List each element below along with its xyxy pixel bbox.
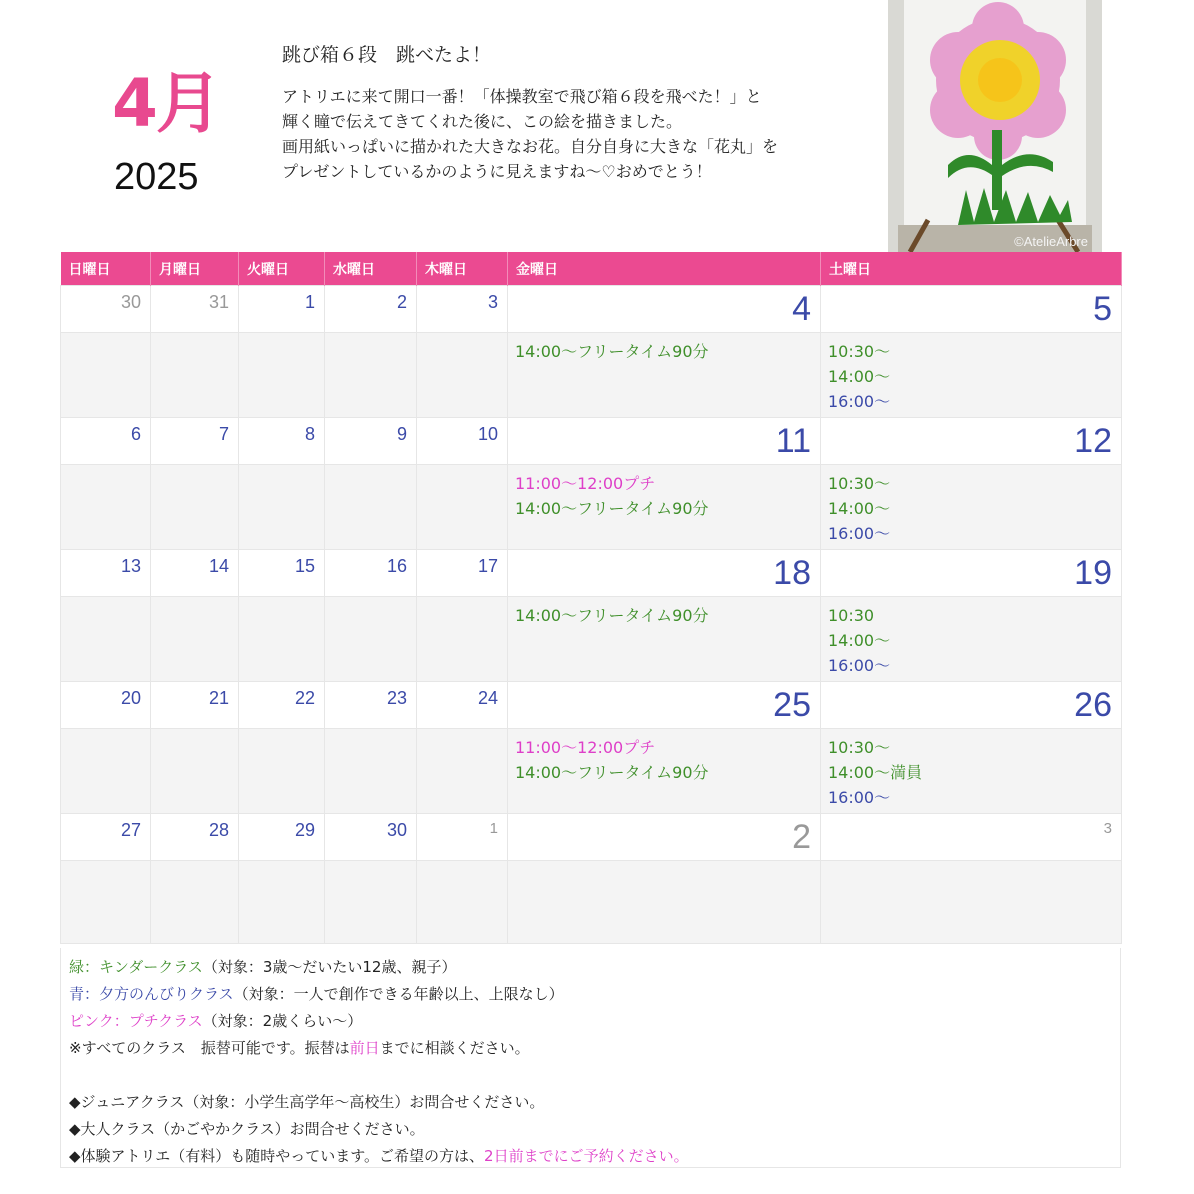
day-number-tue: 15 [239, 550, 325, 597]
junior-class-note: ◆ジュニアクラス（対象：小学生高学年〜高校生）お問合せください。 [69, 1093, 545, 1111]
day-number-thu: 1 [417, 814, 508, 861]
weekday-sun: 日曜日 [61, 252, 151, 286]
event-cell-sat [821, 729, 1122, 814]
legend-transfer-note [69, 1035, 1112, 1062]
weekday-fri: 金曜日 [508, 252, 821, 286]
class-session: 14:00〜フリータイム90分 [515, 342, 709, 361]
day-number-fri: 2 [508, 814, 821, 861]
day-number-tue: 1 [239, 286, 325, 333]
day-number-wed: 16 [325, 550, 417, 597]
day-number-sun: 30 [61, 286, 151, 333]
event-cell-fri [508, 729, 821, 814]
weekday-header-row [61, 252, 1122, 286]
flower-painting-image [888, 0, 1102, 252]
event-cell-sun [61, 597, 151, 682]
day-number-thu: 24 [417, 682, 508, 729]
day-number-tue: 29 [239, 814, 325, 861]
event-cell-thu [417, 597, 508, 682]
day-number-sat: 5 [821, 286, 1122, 333]
day-number-mon: 7 [151, 418, 239, 465]
legend-blue-text: （対象：一人で創作できる年齢以上、上限なし） [233, 985, 564, 1003]
description-line: 画用紙いっぱいに描かれた大きなお花。自分自身に大きな「花丸」を [282, 137, 779, 156]
class-session: 16:00〜 [828, 392, 891, 411]
day-number-sun: 27 [61, 814, 151, 861]
weekday-sat: 土曜日 [821, 252, 1122, 286]
day-number-tue: 22 [239, 682, 325, 729]
event-cell-wed [325, 597, 417, 682]
class-session: 10:30〜 [828, 738, 891, 757]
week-event-row [61, 333, 1122, 418]
trial-text: ◆体験アトリエ（有料）も随時やっています。ご希望の方は、 [69, 1147, 485, 1165]
class-session: 11:00〜12:00プチ [515, 474, 656, 493]
day-number-sat: 12 [821, 418, 1122, 465]
event-cell-sat [821, 465, 1122, 550]
class-session: 14:00〜満員 [828, 763, 923, 782]
event-cell-sun [61, 333, 151, 418]
class-session: 10:30〜 [828, 342, 891, 361]
flower-painting-photo [888, 0, 1102, 252]
event-cell-mon [151, 333, 239, 418]
description-line: プレゼントしているかのように見えますね〜♡おめでとう！ [282, 162, 712, 181]
day-number-thu: 3 [417, 286, 508, 333]
photo-credit: ©AtelieArbre [1014, 234, 1088, 249]
legend-green-text: （対象：3歳〜だいたい12歳、親子） [202, 958, 457, 976]
day-number-sat: 19 [821, 550, 1122, 597]
event-cell-thu [417, 333, 508, 418]
day-number-fri: 25 [508, 682, 821, 729]
day-number-thu: 17 [417, 550, 508, 597]
class-session: 16:00〜 [828, 656, 891, 675]
event-cell-tue [239, 333, 325, 418]
week-date-row [61, 550, 1122, 597]
class-session: 14:00〜フリータイム90分 [515, 499, 709, 518]
day-number-sun: 20 [61, 682, 151, 729]
day-number-thu: 10 [417, 418, 508, 465]
class-session: 16:00〜 [828, 524, 891, 543]
event-cell-mon [151, 729, 239, 814]
event-cell-fri [508, 465, 821, 550]
event-cell-wed [325, 861, 417, 944]
event-cell-thu [417, 861, 508, 944]
note-text: ※すべてのクラス 振替可能です。振替は [69, 1039, 350, 1057]
event-cell-sun [61, 465, 151, 550]
class-session: 14:00〜フリータイム90分 [515, 606, 709, 625]
legend-pink-label: ピンク：プチクラス [69, 1012, 203, 1030]
legend-green-label: 緑：キンダークラス [69, 958, 203, 976]
event-cell-tue [239, 597, 325, 682]
event-cell-sat [821, 861, 1122, 944]
day-number-mon: 31 [151, 286, 239, 333]
event-cell-mon [151, 861, 239, 944]
event-cell-tue [239, 465, 325, 550]
event-cell-thu [417, 729, 508, 814]
weekday-mon: 月曜日 [151, 252, 239, 286]
week-event-row [61, 729, 1122, 814]
day-number-wed: 2 [325, 286, 417, 333]
class-session: 14:00〜フリータイム90分 [515, 763, 709, 782]
note-highlight: 前日 [349, 1039, 380, 1057]
day-number-sat: 3 [821, 814, 1122, 861]
event-cell-mon [151, 465, 239, 550]
day-number-wed: 30 [325, 814, 417, 861]
legend-blue-label: 青：夕方のんびりクラス [69, 985, 234, 1003]
event-cell-fri [508, 333, 821, 418]
day-number-mon: 28 [151, 814, 239, 861]
class-session: 10:30〜 [828, 474, 891, 493]
trial-note [69, 1143, 1112, 1170]
class-legend [60, 948, 1121, 1168]
day-number-mon: 21 [151, 682, 239, 729]
year-heading: 2025 [114, 156, 199, 198]
legend-green [69, 954, 1112, 981]
class-session: 14:00〜 [828, 367, 891, 386]
event-cell-tue [239, 861, 325, 944]
day-number-sun: 6 [61, 418, 151, 465]
class-session: 10:30 [828, 606, 875, 625]
event-cell-sun [61, 729, 151, 814]
legend-pink [69, 1008, 1112, 1035]
event-cell-mon [151, 597, 239, 682]
adult-class-note: ◆大人クラス（かごやかクラス）お問合せください。 [69, 1120, 425, 1138]
event-cell-wed [325, 465, 417, 550]
event-cell-thu [417, 465, 508, 550]
day-number-tue: 8 [239, 418, 325, 465]
week-event-row [61, 597, 1122, 682]
event-cell-fri [508, 597, 821, 682]
weekday-wed: 水曜日 [325, 252, 417, 286]
week-date-row [61, 814, 1122, 861]
class-session: 14:00〜 [828, 631, 891, 650]
calendar-table [60, 252, 1122, 944]
week-date-row [61, 682, 1122, 729]
legend-pink-text: （対象：2歳くらい〜） [202, 1012, 363, 1030]
note-text-end: までに相談ください。 [379, 1039, 530, 1057]
day-number-fri: 18 [508, 550, 821, 597]
event-cell-sun [61, 861, 151, 944]
week-date-row [61, 286, 1122, 333]
trial-highlight: 2日前までにご予約ください。 [484, 1147, 689, 1165]
day-number-sat: 26 [821, 682, 1122, 729]
article-title: 跳び箱６段 跳べたよ！ [282, 44, 492, 66]
weekday-tue: 火曜日 [239, 252, 325, 286]
event-cell-sat [821, 597, 1122, 682]
week-event-row [61, 465, 1122, 550]
event-cell-fri [508, 861, 821, 944]
week-date-row [61, 418, 1122, 465]
week-event-row [61, 861, 1122, 944]
description-line: 輝く瞳で伝えてきてくれた後に、この絵を描きました。 [282, 112, 683, 131]
legend-blue [69, 981, 1112, 1008]
month-heading: 4月 [112, 65, 220, 142]
day-number-sun: 13 [61, 550, 151, 597]
event-cell-sat [821, 333, 1122, 418]
event-cell-tue [239, 729, 325, 814]
day-number-wed: 9 [325, 418, 417, 465]
article-description [282, 84, 882, 184]
weekday-thu: 木曜日 [417, 252, 508, 286]
day-number-mon: 14 [151, 550, 239, 597]
class-session: 11:00〜12:00プチ [515, 738, 656, 757]
event-cell-wed [325, 729, 417, 814]
class-session: 14:00〜 [828, 499, 891, 518]
description-line: アトリエに来て開口一番！「体操教室で飛び箱６段を飛べた！」と [282, 87, 762, 106]
day-number-fri: 4 [508, 286, 821, 333]
day-number-fri: 11 [508, 418, 821, 465]
event-cell-wed [325, 333, 417, 418]
day-number-wed: 23 [325, 682, 417, 729]
class-session: 16:00〜 [828, 788, 891, 807]
